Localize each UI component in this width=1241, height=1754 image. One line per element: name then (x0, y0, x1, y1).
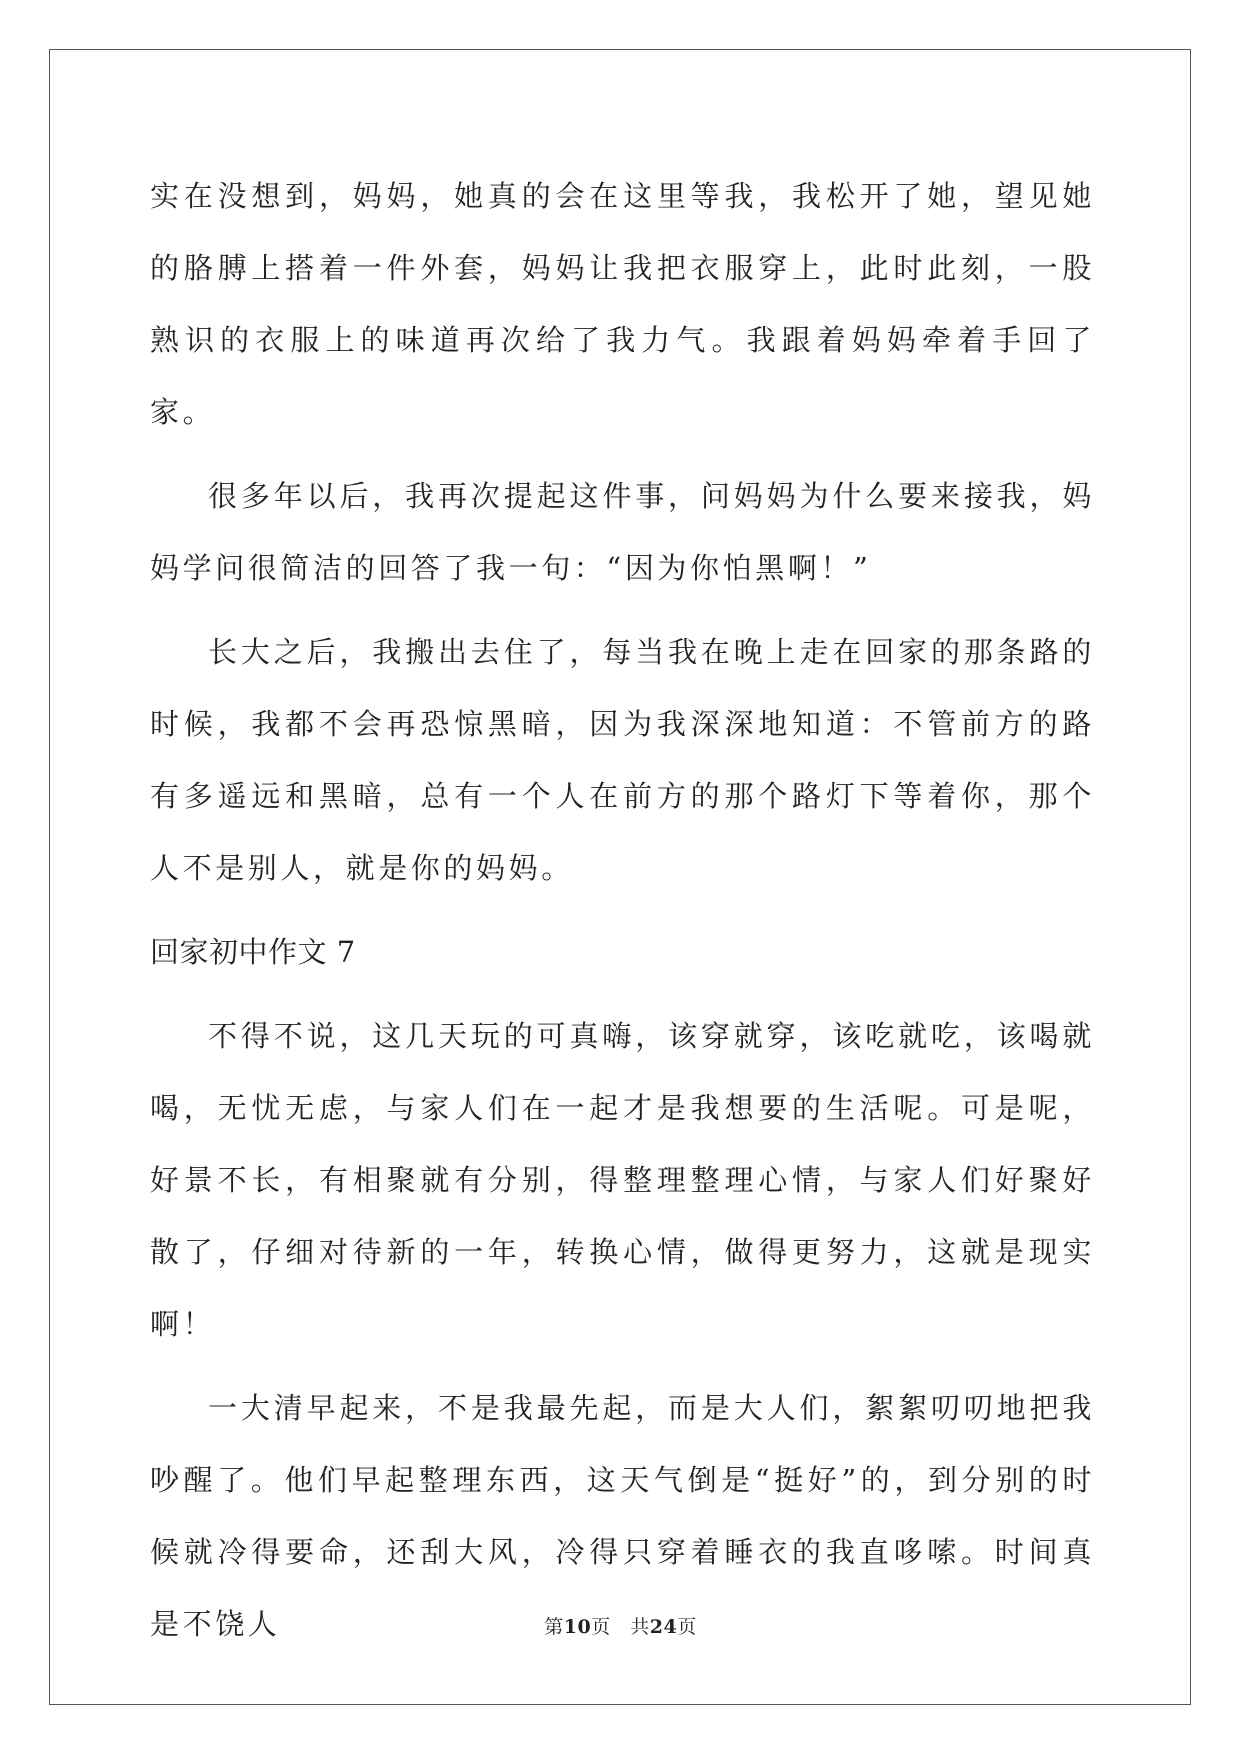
paragraph: 一大清早起来，不是我最先起，而是大人们，絮絮叨叨地把我吵醒了。他们早起整理东西，这天气倒是“挺好”的，到分别的时候就冷得要命，还刮大风，冷得只穿着睡衣的我直哆嗦。时间真是不饶人 (150, 1391, 1095, 1641)
paragraph: 很多年以后，我再次提起这件事，问妈妈为什么要来接我，妈妈学问很简洁的回答了我一句：“因为你怕黑啊！” (150, 479, 1095, 585)
page-total-number: 24 (649, 1616, 678, 1638)
page-current-number: 10 (563, 1616, 592, 1638)
page-suffix: 页 (677, 1616, 697, 1638)
page-prefix: 第 (544, 1616, 564, 1638)
paragraph: 长大之后，我搬出去住了，每当我在晚上走在回家的那条路的时候，我都不会再恐惊黑暗，因为我深深地知道：不管前方的路有多遥远和黑暗，总有一个人在前方的那个路灯下等着你，那个人不是别人，就是你的妈妈。 (150, 635, 1095, 885)
section-heading: 回家初中作文 7 (150, 935, 356, 969)
document-body (150, 160, 1095, 1672)
page-mid-text: 页 共 (591, 1616, 650, 1638)
paragraph: 实在没想到，妈妈，她真的会在这里等我，我松开了她，望见她的胳膊上搭着一件外套，妈妈让我把衣服穿上，此时此刻，一股熟识的衣服上的味道再次给了我力气。我跟着妈妈牵着手回了家。 (150, 179, 1095, 429)
page-footer (0, 1612, 1241, 1639)
paragraph: 不得不说，这几天玩的可真嗨，该穿就穿，该吃就吃，该喝就喝，无忧无虑，与家人们在一起才是我想要的生活呢。可是呢，好景不长，有相聚就有分别，得整理整理心情，与家人们好聚好散了，仔细对待新的一年，转换心情，做得更努力，这就是现实啊！ (150, 1019, 1095, 1341)
